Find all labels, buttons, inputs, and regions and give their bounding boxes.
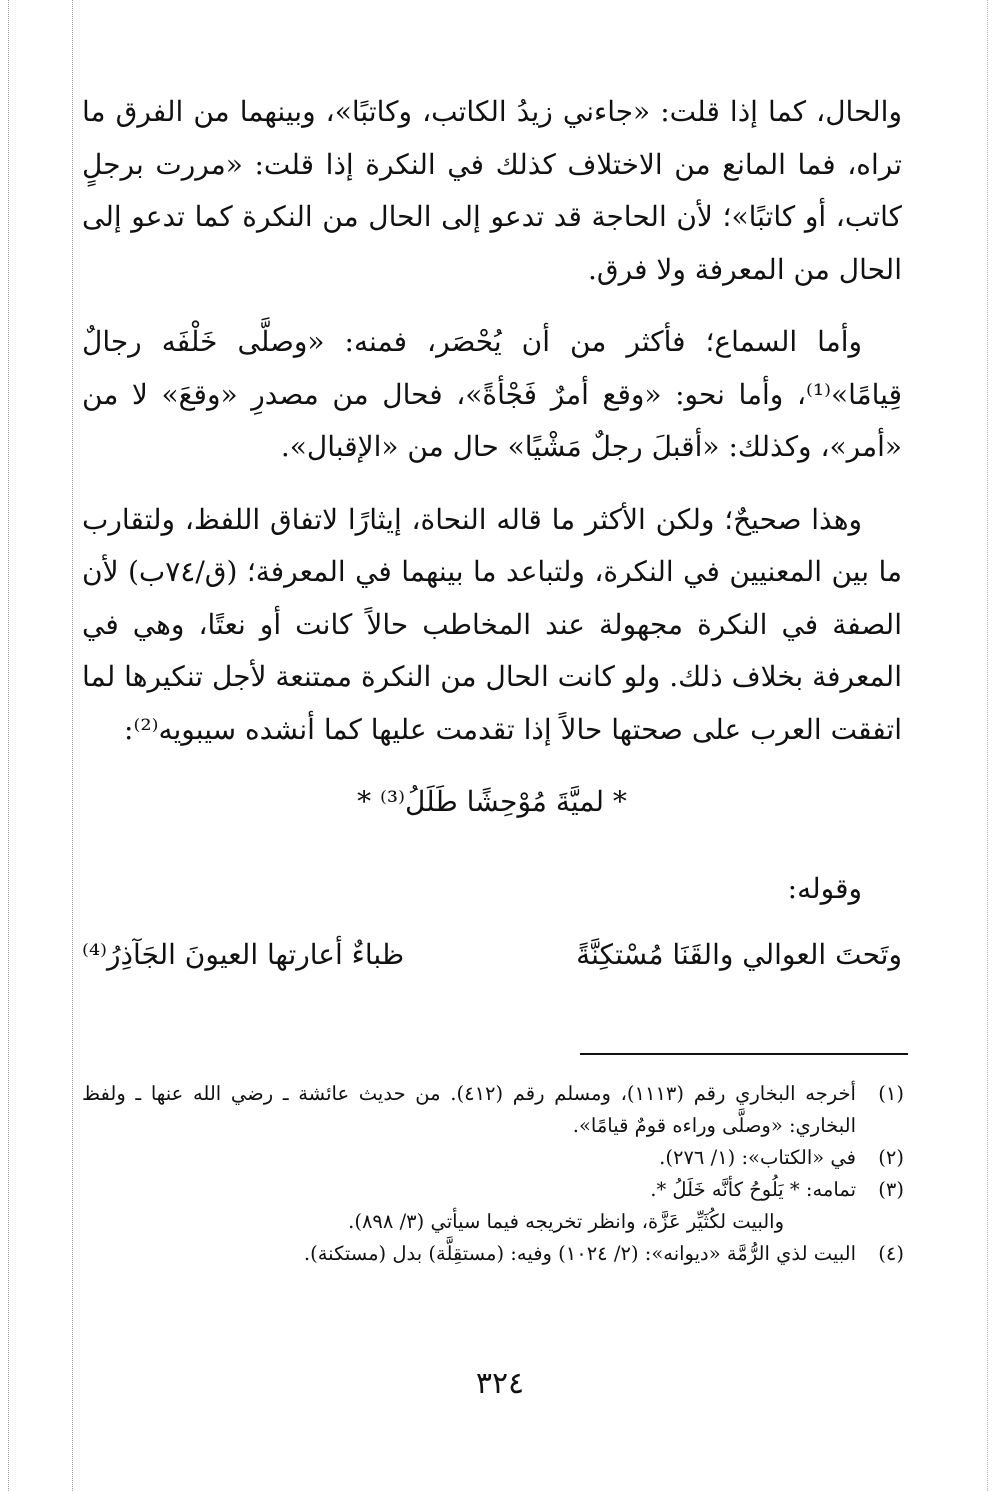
footnote-text: أخرجه البخاري رقم (١١١٣)، ومسلم رقم (٤١٢). من حديث عائشة ـ رضي الله عنها ـ ولفظ البخاري: «وصلَّى وراءه قومٌ قيامًا». [82, 1082, 856, 1137]
footnote-2 [82, 1142, 904, 1174]
footnote-3-continuation: والبيت لكُثَيِّر عَزَّة، وانظر تخريجه فيما سيأتي (٣/ ٨٩٨). [348, 1210, 784, 1233]
verse-first-hemistich: وتَحتَ العوالي والقَنَا مُسْتكِنَّةً [576, 938, 902, 971]
footnote-4 [82, 1238, 904, 1270]
footnote-text: تمامه: * يَلُوحُ كأنَّه خَلَلُ *. [650, 1178, 856, 1201]
footnote-number: (٢) [878, 1146, 904, 1169]
page-number: ٣٢٤ [475, 1366, 525, 1401]
scan-margin-line [8, 0, 9, 1491]
paragraph-1: والحال، كما إذا قلت: «جاءني زيدُ الكاتب، وكاتبًا»، وبينهما من الفرق ما تراه، فما المانع من الاختلاف كذلك في النكرة إذا قلت: «مررت برجلٍ كاتب، أو كاتبًا»؛ لأن الحاجة قد تدعو إلى الحال من النكرة كما تدعو إلى الحال من المعرفة ولا فرق. [82, 95, 902, 286]
footnotes-block [82, 1078, 904, 1270]
footnote-3 [82, 1174, 904, 1206]
main-text-block [82, 86, 902, 982]
footnote-text: البيت لذي الرُّمَّة «ديوانه»: (٢/ ١٠٢٤) وفيه: (مستقِلَّة) بدل (مستكنة). [303, 1242, 856, 1265]
footnote-number: (١) [878, 1082, 904, 1105]
footnote-number: (٣) [878, 1178, 904, 1201]
verse-second-hemistich: ظباءٌ أعارتها العيونَ الجَآذِرُ⁽⁴⁾ [82, 938, 405, 971]
verse-couplet [82, 929, 902, 982]
footnote-1 [82, 1078, 904, 1142]
footnote-text: في «الكتاب»: (١/ ٢٧٦). [659, 1146, 856, 1169]
footnote-number: (٤) [878, 1242, 904, 1265]
scan-margin-line [72, 0, 73, 1491]
footnote-separator [580, 1053, 908, 1055]
paragraph-2: وأما السماع؛ فأكثر من أن يُحْصَر، فمنه: «وصلَّى خَلْفَه رجالٌ قِيامًا»⁽¹⁾، وأما نحو: «وقع أمرٌ فَجْأةً»، فحال من مصدرِ «وقعَ» لا من «أمر»، وكذلك: «أقبلَ رجلٌ مَشْيًا» حال من «الإقبال». [82, 325, 902, 463]
scan-margin-line [987, 0, 988, 1491]
verse-half-line: * لميَّةَ مُوْحِشًا طَلَلُ⁽³⁾ * [357, 785, 627, 818]
paragraph-3: وهذا صحيحٌ؛ ولكن الأكثر ما قاله النحاة، إيثارًا لاتفاق اللفظ، ولتقارب ما بين المعنيين في النكرة، ولتباعد ما بينهما في المعرفة؛ (ق/٧٤ب) لأن الصفة في النكرة مجهولة عند المخاطب حالاً كانت أو نعتًا، وهي في المعرفة بخلاف ذلك. ولو كانت الحال من النكرة ممتنعة لأجل تنكيرها لما اتفقت العرب على صحتها حالاً إذا تقدمت عليها كما أنشده سيبويه⁽²⁾: [82, 502, 902, 746]
verse-intro-label: وقوله: [787, 871, 862, 905]
